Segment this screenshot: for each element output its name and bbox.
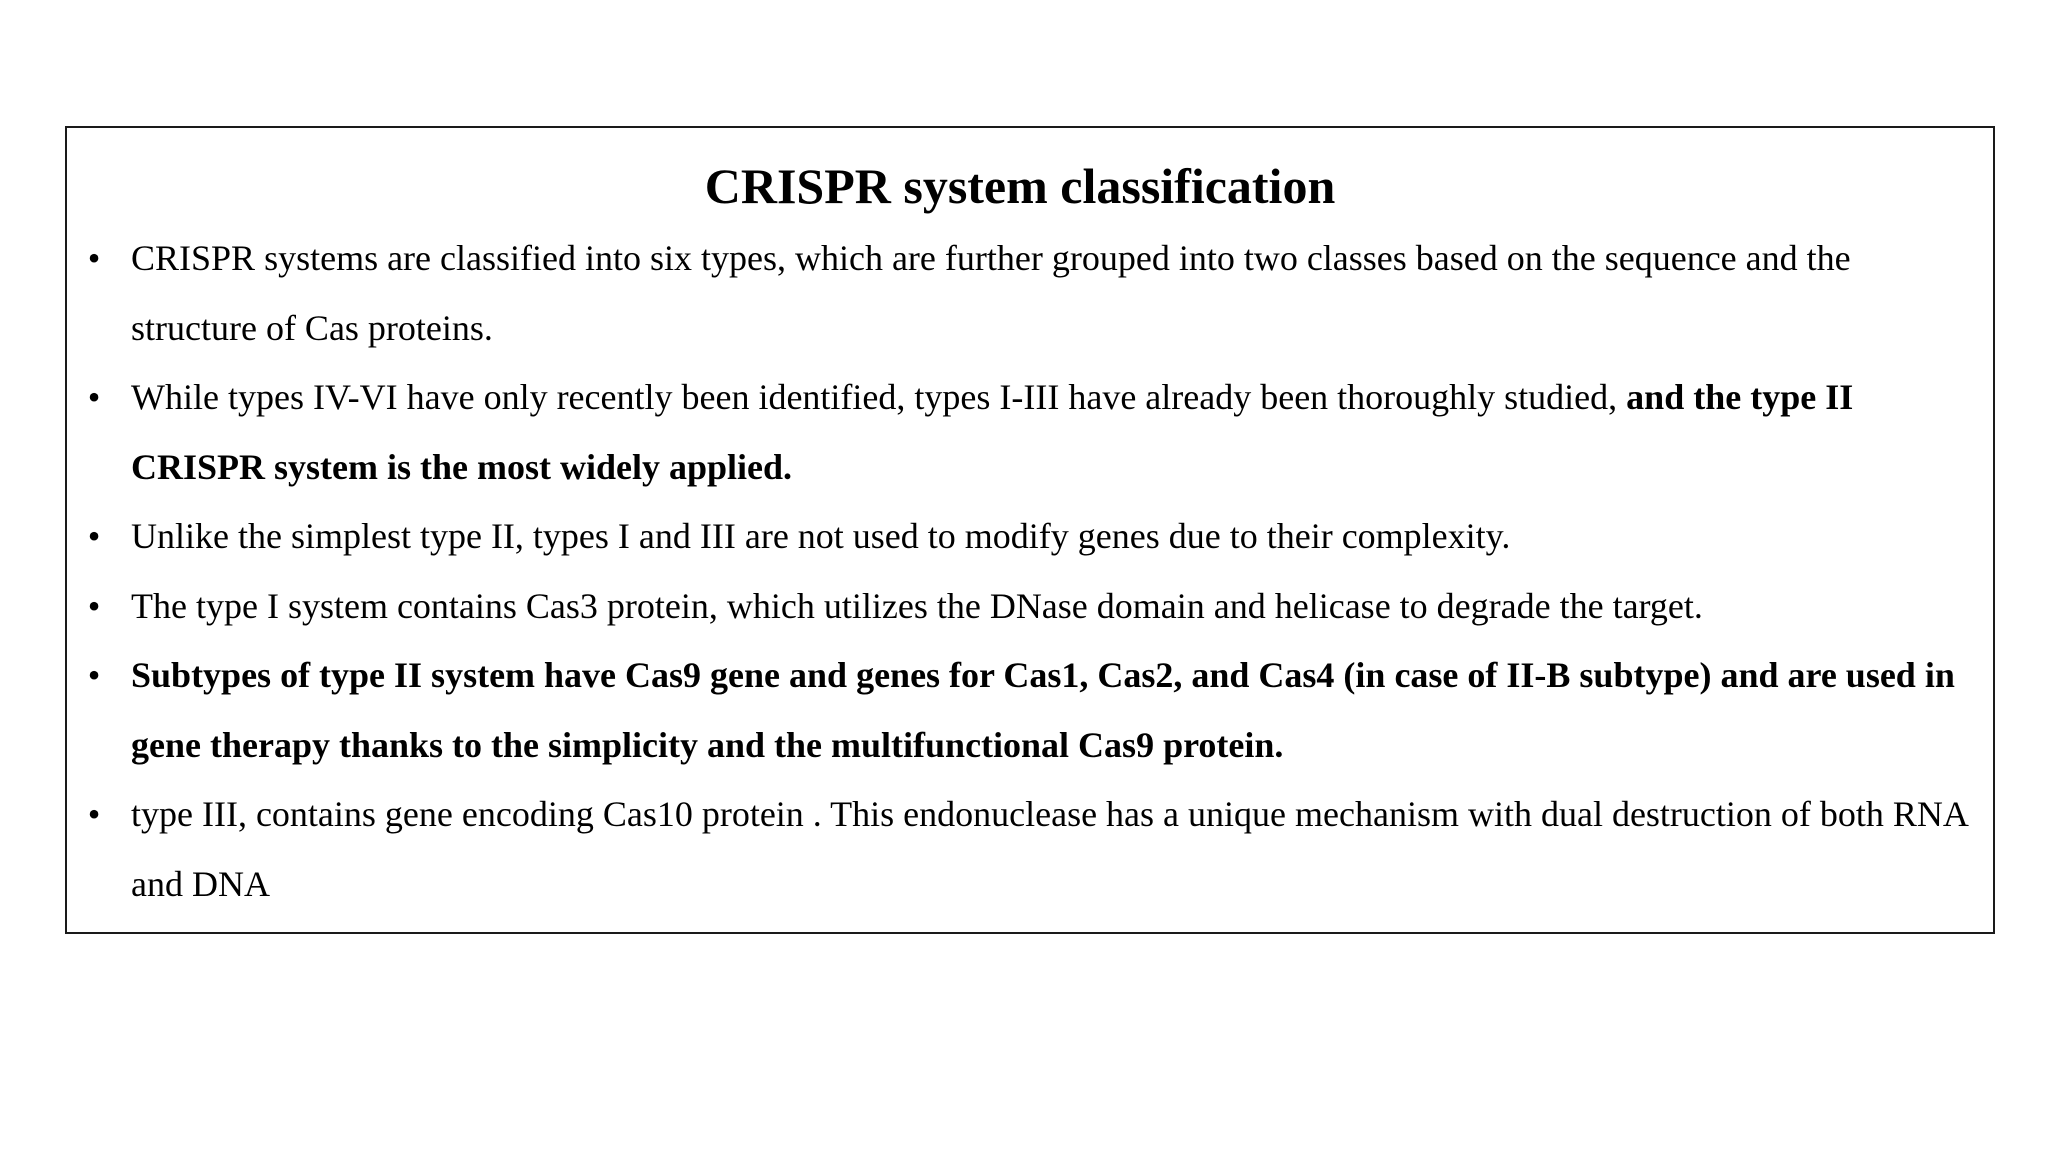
bullet-icon: •	[87, 794, 101, 834]
bullet-icon: •	[87, 377, 101, 417]
bullet-icon: •	[87, 585, 101, 626]
bullet-text: type III, contains gene encoding Cas10 protein . This endonuclease has a unique mechanism with dual destruction of both RNA and DNA	[131, 794, 1967, 904]
bullet-item-1	[67, 224, 1973, 363]
bullet-icon: •	[87, 516, 101, 556]
content-frame	[65, 126, 1995, 934]
bullet-text: Unlike the simplest type II, types I and III are not used to modify genes due to their complexity.	[131, 516, 1511, 556]
bullet-text: While types IV-VI have only recently been identified, types I-III have already been thoroughly studied,	[131, 377, 1627, 417]
bullet-item-5	[67, 641, 1973, 780]
bullet-icon: •	[87, 655, 101, 695]
bullet-item-2	[67, 363, 1973, 502]
bullet-icon: •	[87, 238, 101, 278]
bullet-text-bold: Subtypes of type II system have Cas9 gene and genes for Cas1, Cas2, and Cas4 (in case of II-B subtype) and are used in gene therapy thanks to the simplicity and the multifunctional Cas9 protein.	[131, 655, 1955, 765]
bullet-text: CRISPR systems are classified into six types, which are further grouped into two classes based on the sequence and the structure of Cas proteins.	[131, 238, 1851, 348]
bullet-item-6	[67, 780, 1973, 919]
bullet-text: The type I system contains Cas3 protein, which utilizes the DNase domain and helicase to degrade the target.	[131, 585, 1703, 626]
bullet-item-4	[67, 572, 1973, 642]
slide-title: CRISPR system classification	[704, 158, 1336, 214]
bullet-list	[67, 224, 1973, 919]
bullet-text-bold: and the type II CRISPR system is the most widely applied.	[131, 377, 1854, 487]
bullet-item-3	[67, 502, 1973, 572]
